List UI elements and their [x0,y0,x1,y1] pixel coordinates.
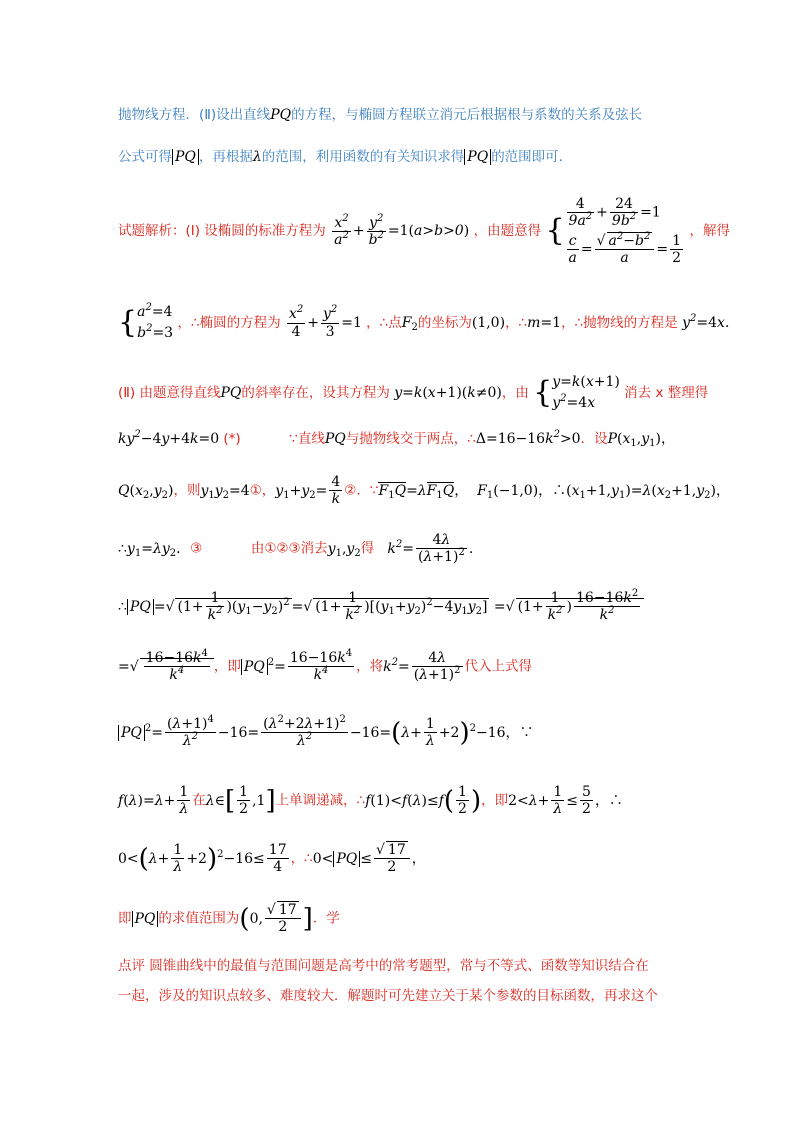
solution-line-2: { $a^2=4$ $b^2=3$ ，∴椭圆的方程为 $\frac{x^2}{4}$ + $\frac{y^2}{3}$ =1 ，∴点$F_2$的坐标为(1,0)，∴m=1，∴抛物线的方程是 $y^2=4x$. [118,302,730,341]
analysis-line-2: 公式可得 PQ ，再根据λ的范围，利用函数的有关知识求得 PQ 的范围即可． [118,149,573,165]
math-k2-sub: $k^2=$ $\frac{4\lambda}{(\lambda+1)^2}$ [383,650,461,684]
math-discriminant: $\Delta=16-16k^2>0$ [475,429,581,447]
solution-line-1: 试题解析：(Ⅰ) 设椭圆的标准方程为 $\frac{x^2}{a^2}$ + $\frac{y^2}{b^2}$ =1(a>b>0) ，由题意得 { $\frac{4}{9a^2}$ + $\frac{24}{9b^2}$ =1 $\frac{c}{a}$ = $\frac{√ a^2-b^2}{a}$ = $\frac{1}{2}$ ，解得 [118,196,730,267]
part2-line-9: 0<(λ+ $\frac{1}{\lambda}$ +2)$^2$−16≤ $\frac{17}{4}$ ，∴0< PQ ≤ $\frac{√ 17}{2}$ ， [118,842,426,876]
part2-line-6: =√ $\frac{16-16k^4}{k^4}$ ，即 PQ $^2$= $\frac{16-16k^4}{k^4}$ ，将$k^2=$ $\frac{4\lambda}{(\lambda+1)^2}$ 代入上式得 [118,648,533,684]
math-f-lambda: f(λ)=λ+ $\frac{1}{\lambda}$ [118,784,189,818]
math-PQ: PQ [324,431,346,447]
math-root-form: =√ $\frac{16-16k^4}{k^4}$ [118,659,214,675]
math-PQ-length: ∴ PQ =√ (1+ $\frac{1}{k^2}$ )$(y_1-y_2)^2$ =√ (1+ $\frac{1}{k^2}$ )$[(y_1+y_2)^2-4y_1y_2]$ =√ (1+ $\frac{1}{k^2}$ ) $\frac{16-16k^2}{k^2}$ [118,599,644,615]
part2-line-10: 即 PQ 的求值范围为(0, $\frac{√ 17}{2}$ ]．学 [118,902,340,936]
math-quadratic: $ky^2-4y+4k=0$ [118,429,220,447]
math-parabola: $y^2=4x$. [677,313,730,331]
math-final-range: (0, $\frac{√ 17}{2}$ ] [239,902,313,936]
comment-line-1: 点评 圆锥曲线中的最值与范围问题是高考中的常考题型，常与不等式、函数等知识结合在 [118,958,649,974]
math-range-1: 2<λ+ $\frac{1}{\lambda}$ ≤ $\frac{5}{2}$ ，∴ [508,784,623,818]
math-PQ: PQ [270,107,292,123]
math-system-3: { y=k(x+1) $y^2=4x$ [533,374,620,411]
part2-line-5 [118,590,644,623]
math-range-3: 0< PQ ≤ $\frac{√ 17}{2}$ ， [312,842,426,876]
math-F2: $F_2$ [401,315,418,333]
math-y1-lambda-y2: $\therefore y_1=\lambda y_2$． [118,540,191,559]
math-ellipse: $\frac{x^2}{4}$ + $\frac{y^2}{3}$ =1 [288,304,362,340]
part2-line-8: f(λ)=λ+ $\frac{1}{\lambda}$ 在λ∈[ $\frac{1}{2}$ ,1]上单调递减，∴f(1)<f(λ)≤f( $\frac{1}{2}$ )，即2<λ+ $\frac{1}{\lambda}$ ≤ $\frac{5}{2}$ ，∴ [118,784,623,818]
math-Q-point: $Q(x_2,y_2)$ [118,482,174,501]
math-lambda: λ [252,149,262,165]
math-PQ: PQ [220,385,242,401]
math-system-2: { $a^2=4$ $b^2=3$ [118,302,174,341]
math-system-1: { $\frac{4}{9a^2}$ + $\frac{24}{9b^2}$ =1 $\frac{c}{a}$ = $\frac{√ a^2-b^2}{a}$ = $\frac{1}{2}$ [545,196,682,267]
math-P-point: $P(x_1,y_1)$， [607,431,675,449]
math-vector: $F_1Q=\lambda F_1Q$， $F_1(-1,0)$，$\therefore(x_1+1,y_1)=\lambda(x_2+1,y_2)$， [378,482,730,501]
math-PQ-squared: PQ $^2$= $\frac{16-16k^4}{k^4}$ [241,659,356,675]
math-m-1: m=1 [527,315,562,331]
part2-line-3: $Q(x_2,y_2)$，则$y_1y_2=4①$，$y_1+y_2=$ $\frac{4}{k}$ ②．$\because F_1Q=\lambda F_1Q$， $F_1(-1,0)$，$\therefore(x_1+1,y_1)=\lambda(x_2+1,y_2)$， [118,474,730,508]
math-interval: λ∈[ $\frac{1}{2}$ ,1] [205,784,276,818]
analysis-line-1: 抛物线方程．(Ⅱ)设出直线PQ的方程，与椭圆方程联立消元后根据根与系数的关系及弦长 [118,107,643,123]
math-abs-PQ: PQ [132,911,159,927]
math-PQ-lambda: PQ $^2$= $\frac{(\lambda+1)^4}{\lambda^2}$ −16= $\frac{(\lambda^2+2\lambda+1)^2}{\lambda^2}$ −16=(λ+ $\frac{1}{\lambda}$ +2)$^2$−16，∵ [118,725,534,741]
math-sum: $y_1+y_2=$ $\frac{4}{k}$ [275,474,341,508]
part2-line-7 [118,716,534,749]
part2-line-4: $\therefore y_1=\lambda y_2$．③ 由①②③消去$y_1,y_2$得 $k^2=$ $\frac{4\lambda}{(\lambda+1)^2}$ . [118,532,474,566]
math-abs-PQ: PQ [172,149,199,165]
math-range-2: 0<(λ+ $\frac{1}{\lambda}$ +2)$^2$−16≤ $\frac{17}{4}$ [118,842,287,876]
math-f-ineq: f(1)<f(λ)≤f( $\frac{1}{2}$ ) [365,784,482,818]
math-k2-lambda: $k^2=$ $\frac{4\lambda}{(\lambda+1)^2}$ . [378,532,474,566]
math-point-1-0: (1,0) [471,315,506,331]
math-y1y2: $y_1,y_2$ [327,540,361,559]
math-line-eq: y=k(x+1)(k≠0) [394,385,502,401]
comment-line-2: 一起，涉及的知识点较多、难度较大．解题时可先建立关于某个参数的目标函数，再求这个 [118,988,658,1004]
math-product: $y_1y_2=4$ [200,482,250,501]
part2-line-2: $ky^2-4y+4k=0$ (*) ∵直线PQ与抛物线交于两点，$\therefore\Delta=16-16k^2>0$．设$P(x_1,y_1)$， [118,429,675,449]
math-abs-PQ-2: PQ [464,149,491,165]
math-ellipse-standard: $\frac{x^2}{a^2}$ + $\frac{y^2}{b^2}$ =1(a>b>0) [334,212,470,248]
part2-line-1: (Ⅱ) 由题意得直线PQ的斜率存在，设其方程为 y=k(x+1)(k≠0)，由 { y=k(x+1) $y^2=4x$ 消去 x 整理得 [118,374,709,411]
